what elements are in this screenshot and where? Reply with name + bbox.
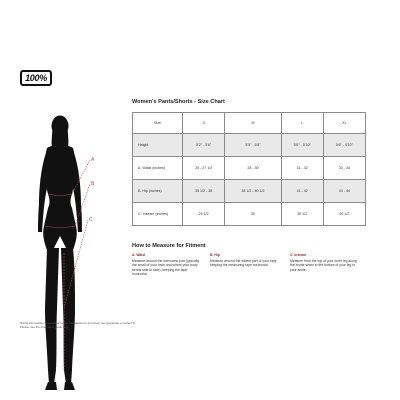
hip-instruction-title: B. Hip	[210, 253, 220, 257]
table-cell: 30	[225, 203, 281, 226]
brand-logo: 100%	[20, 70, 52, 86]
table-cell: 29 1/2	[183, 203, 225, 226]
size-column-header: Size	[133, 113, 183, 134]
size-header-row	[133, 113, 366, 134]
hip-instruction	[210, 253, 280, 268]
table-cell: 30 1/2	[281, 203, 323, 226]
size-chart-title: Women's Pants/Shorts - Size Chart	[132, 99, 225, 105]
table-cell: 28 - 30	[225, 157, 281, 180]
table-row-height	[133, 134, 366, 157]
inseam-instruction-title: C. Inseam	[290, 253, 307, 257]
marker-b: B	[91, 181, 95, 187]
table-cell: 43 - 44	[323, 180, 365, 203]
how-to-measure-title: How to Measure for Fitment	[132, 243, 206, 249]
size-l-header: L	[281, 113, 323, 134]
table-cell: 25 - 27 1/2	[183, 157, 225, 180]
size-m-header: M	[225, 113, 281, 134]
table-row-hip	[133, 180, 366, 203]
inseam-instruction	[290, 253, 360, 272]
table-row-waist	[133, 157, 366, 180]
size-s-header: S	[183, 113, 225, 134]
table-cell: 41 - 42	[281, 180, 323, 203]
table-cell: 33 - 34	[323, 157, 365, 180]
waist-instruction-title: A. Waist	[132, 253, 146, 257]
waist-instruction-text: Measure around the narrowest part (typically the small of your back and where your body bends side to side), keeping the tape horizontal.	[132, 258, 200, 277]
table-cell: 31 - 32	[281, 157, 323, 180]
silhouette-body	[38, 116, 82, 391]
disclaimer-line-1: Sizing information is provided by the manufacturer and does not guarantee a perfect fit.	[20, 321, 136, 325]
inseam-instruction-text: Measure from the top of your inner leg along the inside seam to the bottom of your leg to your ankle.	[290, 258, 357, 272]
row-label-hip: B. Hip (inches)	[133, 180, 183, 203]
table-cell: 30 1/2	[323, 203, 365, 226]
disclaimer-line-2: Please use the chart as a guide only.	[20, 325, 69, 330]
table-cell: 5'6" - 5'10"	[281, 134, 323, 157]
row-label-height: Height	[133, 134, 183, 157]
table-row-inseam	[133, 203, 366, 226]
row-label-inseam: C. Inseam (inches)	[133, 203, 183, 226]
marker-c: C	[89, 217, 93, 223]
table-cell: 5'5" - 5'8"	[225, 134, 281, 157]
woman-silhouette-figure	[20, 108, 130, 393]
waist-instruction	[132, 253, 202, 277]
table-cell: 38 1/2 - 40 1/2	[225, 180, 281, 203]
hip-instruction-text: Measure around the widest part of your hips, keeping the measuring tape horizontal.	[210, 258, 278, 268]
table-cell: 5'6" - 5'10"	[323, 134, 365, 157]
row-label-waist: A. Waist (inches)	[133, 157, 183, 180]
size-xl-header: XL	[323, 113, 365, 134]
sizing-disclaimer	[20, 321, 220, 330]
marker-a: A	[91, 157, 95, 163]
table-cell: 5'2" - 5'6"	[183, 134, 225, 157]
table-cell: 35 1/2 - 38	[183, 180, 225, 203]
size-chart-table	[132, 112, 366, 226]
